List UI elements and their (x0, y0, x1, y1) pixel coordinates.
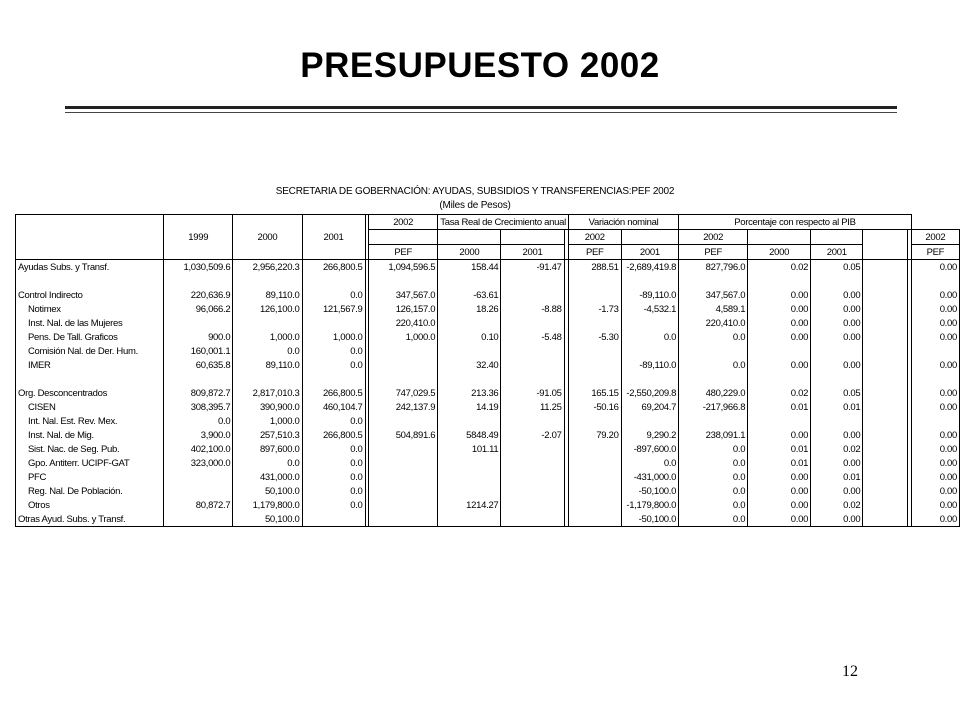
row-cell: 1214.27 (438, 498, 501, 512)
title-divider-thin (65, 112, 897, 113)
row-cell: 0.0 (302, 358, 365, 372)
row-cell (438, 512, 501, 527)
row-cell: 402,100.0 (164, 442, 233, 456)
row-cell (164, 274, 233, 288)
row-label (16, 274, 164, 288)
row-cell: 0.00 (748, 358, 811, 372)
table-row (16, 428, 960, 442)
row-cell: -91.05 (501, 386, 564, 400)
row-cell: 0.0 (679, 456, 748, 470)
row-cell: -50.16 (568, 400, 621, 414)
row-cell: 0.00 (911, 330, 959, 344)
row-cell: 504,891.6 (369, 428, 438, 442)
row-cell (501, 498, 564, 512)
header-pct-2001: 2001 (811, 245, 863, 260)
row-cell (748, 344, 811, 358)
row-cell: 0.0 (302, 344, 365, 358)
row-cell (438, 274, 501, 288)
row-label: Gpo. Antiterr. UCIPF-GAT (16, 456, 164, 470)
table-row (16, 470, 960, 484)
row-cell (438, 344, 501, 358)
row-cell: 0.0 (302, 498, 365, 512)
row-cell (501, 358, 564, 372)
row-cell: 80,872.7 (164, 498, 233, 512)
page-number: 12 (842, 663, 858, 680)
row-cell: 257,510.3 (233, 428, 302, 442)
header-pct-2002: 2002 (911, 230, 959, 245)
row-cell: 0.00 (748, 498, 811, 512)
row-cell (501, 484, 564, 498)
row-cell (369, 512, 438, 527)
row-label: CISEN (16, 400, 164, 414)
row-cell: 0.00 (811, 316, 863, 330)
row-cell: 1,000.0 (233, 330, 302, 344)
row-cell (568, 498, 621, 512)
row-cell (164, 470, 233, 484)
row-cell: 0.00 (911, 316, 959, 330)
table-body (16, 260, 960, 527)
row-cell: 4,589.1 (679, 302, 748, 316)
row-cell: -63.61 (438, 288, 501, 302)
row-cell: 0.00 (748, 316, 811, 330)
row-cell: 0.00 (811, 358, 863, 372)
table-row (16, 288, 960, 302)
row-cell (369, 274, 438, 288)
row-label: Otros (16, 498, 164, 512)
row-cell: 2,817,010.3 (233, 386, 302, 400)
row-cell (164, 512, 233, 527)
header-pct-2000: 2000 (748, 245, 811, 260)
row-cell (621, 344, 679, 358)
row-cell (501, 512, 564, 527)
row-cell: 0.00 (911, 442, 959, 456)
row-cell: 0.00 (748, 512, 811, 527)
row-cell (164, 484, 233, 498)
table-row (16, 484, 960, 498)
row-cell: 160,001.1 (164, 344, 233, 358)
row-cell (568, 484, 621, 498)
row-cell (568, 414, 621, 428)
title-divider (65, 106, 897, 109)
row-cell: -217,966.8 (679, 400, 748, 414)
budget-table (15, 214, 960, 527)
row-cell: 0.0 (164, 414, 233, 428)
row-cell: 266,800.5 (302, 428, 365, 442)
row-label: Otras Ayud. Subs. y Transf. (16, 512, 164, 527)
row-cell (679, 344, 748, 358)
row-cell (369, 498, 438, 512)
row-label: Reg. Nal. De Población. (16, 484, 164, 498)
row-cell (568, 372, 621, 386)
row-cell: 89,110.0 (233, 358, 302, 372)
header-2002: 2002 (369, 215, 438, 230)
row-cell: 2,956,220.3 (233, 260, 302, 275)
row-cell: 0.00 (811, 302, 863, 316)
row-cell: 0.00 (911, 358, 959, 372)
row-cell (568, 358, 621, 372)
row-cell (568, 274, 621, 288)
row-cell: 0.0 (679, 484, 748, 498)
row-cell: 480,229.0 (679, 386, 748, 400)
header-tasa-pef: PEF (568, 245, 621, 260)
table-header (16, 215, 960, 260)
row-cell (302, 274, 365, 288)
row-cell: -5.30 (568, 330, 621, 344)
row-cell (164, 372, 233, 386)
row-cell: 897,600.0 (233, 442, 302, 456)
row-cell: 242,137.9 (369, 400, 438, 414)
row-cell (369, 484, 438, 498)
row-cell: 1,094,596.5 (369, 260, 438, 275)
row-cell (501, 456, 564, 470)
table-title: SECRETARIA DE GOBERNACIÓN: AYUDAS, SUBSIDIOS Y TRANSFERENCIAS:PEF 2002 (275, 186, 675, 197)
row-cell (501, 316, 564, 330)
row-cell (911, 344, 959, 358)
row-cell: 165.15 (568, 386, 621, 400)
row-cell (568, 512, 621, 527)
row-cell: 0.00 (748, 302, 811, 316)
row-cell: -50,100.0 (621, 484, 679, 498)
row-cell: 5848.49 (438, 428, 501, 442)
header-2000: 2000 (233, 230, 302, 245)
row-cell: 0.10 (438, 330, 501, 344)
row-cell: 0.00 (911, 386, 959, 400)
row-cell: 0.01 (748, 400, 811, 414)
row-cell: 266,800.5 (302, 260, 365, 275)
header-tasa-2002: 2002 (568, 230, 621, 245)
row-cell: 0.01 (811, 470, 863, 484)
row-cell: 0.0 (302, 484, 365, 498)
row-cell: 1,030,509.6 (164, 260, 233, 275)
row-cell: -91.47 (501, 260, 564, 275)
row-cell: 1,000.0 (233, 414, 302, 428)
row-cell (621, 274, 679, 288)
row-cell: 0.00 (911, 456, 959, 470)
header-pef: PEF (369, 245, 438, 260)
row-cell (811, 372, 863, 386)
row-cell: 0.00 (911, 260, 959, 275)
header-1999: 1999 (164, 230, 233, 245)
row-cell: 0.00 (911, 400, 959, 414)
row-cell: -8.88 (501, 302, 564, 316)
row-cell: 0.00 (811, 512, 863, 527)
table-row (16, 386, 960, 400)
row-cell: 0.0 (621, 330, 679, 344)
table-row (16, 274, 960, 288)
header-var-2002: 2002 (679, 230, 748, 245)
row-cell: 0.0 (233, 344, 302, 358)
table-row (16, 330, 960, 344)
row-cell: 0.00 (811, 288, 863, 302)
table-row (16, 302, 960, 316)
row-cell (568, 344, 621, 358)
row-label: Ayudas Subs. y Transf. (16, 260, 164, 275)
row-cell: 0.00 (811, 484, 863, 498)
header-variacion-nominal: Variación nominal (568, 215, 678, 230)
row-cell: -4,532.1 (621, 302, 679, 316)
row-cell: 0.02 (748, 260, 811, 275)
row-cell (621, 316, 679, 330)
row-cell: 60,635.8 (164, 358, 233, 372)
table-row (16, 512, 960, 527)
row-cell: 1,000.0 (302, 330, 365, 344)
row-cell: 0.00 (911, 484, 959, 498)
row-cell: 347,567.0 (679, 288, 748, 302)
row-cell (501, 372, 564, 386)
row-cell: 0.02 (811, 442, 863, 456)
row-cell (438, 456, 501, 470)
row-cell: 220,410.0 (369, 316, 438, 330)
header-pct-pef: PEF (911, 245, 959, 260)
row-label: PFC (16, 470, 164, 484)
row-cell: 0.05 (811, 386, 863, 400)
header-2001: 2001 (302, 230, 365, 245)
row-cell: 14.19 (438, 400, 501, 414)
row-cell (748, 274, 811, 288)
row-cell: 79.20 (568, 428, 621, 442)
row-cell (438, 470, 501, 484)
row-cell (501, 442, 564, 456)
row-cell: 0.0 (302, 414, 365, 428)
row-label: Pens. De Tall. Graficos (16, 330, 164, 344)
row-cell (164, 316, 233, 330)
row-cell (369, 470, 438, 484)
row-cell: -897,600.0 (621, 442, 679, 456)
row-cell (233, 274, 302, 288)
row-cell: 0.0 (302, 288, 365, 302)
table-row (16, 400, 960, 414)
row-cell (302, 316, 365, 330)
table-row (16, 344, 960, 358)
row-cell: 220,410.0 (679, 316, 748, 330)
row-cell (501, 274, 564, 288)
table-row (16, 372, 960, 386)
table-row (16, 498, 960, 512)
row-label: Org. Desconcentrados (16, 386, 164, 400)
table-row (16, 260, 960, 275)
row-cell: 220,636.9 (164, 288, 233, 302)
row-cell: 0.0 (679, 498, 748, 512)
row-cell (621, 372, 679, 386)
row-cell: 126,157.0 (369, 302, 438, 316)
row-cell: 0.0 (302, 442, 365, 456)
row-cell (233, 372, 302, 386)
row-cell: 0.0 (679, 442, 748, 456)
row-cell: 0.00 (748, 428, 811, 442)
row-cell (568, 470, 621, 484)
row-cell (679, 414, 748, 428)
row-cell (621, 414, 679, 428)
row-cell (438, 316, 501, 330)
row-cell: 0.0 (302, 470, 365, 484)
row-cell: 0.00 (748, 484, 811, 498)
row-cell: 9,290.2 (621, 428, 679, 442)
row-cell: -89,110.0 (621, 288, 679, 302)
row-cell (302, 512, 365, 527)
row-cell: 3,900.0 (164, 428, 233, 442)
header-blank (16, 215, 164, 230)
row-cell: 101.11 (438, 442, 501, 456)
row-cell: 121,567.9 (302, 302, 365, 316)
row-cell (438, 372, 501, 386)
row-cell: 1,000.0 (369, 330, 438, 344)
row-cell (811, 274, 863, 288)
header-var-2001: 2001 (621, 245, 679, 260)
row-cell (911, 372, 959, 386)
row-cell (438, 484, 501, 498)
row-cell: -1,179,800.0 (621, 498, 679, 512)
header-tasa-real: Tasa Real de Crecimiento anual (438, 215, 569, 230)
row-cell (369, 456, 438, 470)
row-label: Sist. Nac. de Seg. Pub. (16, 442, 164, 456)
row-cell (501, 288, 564, 302)
row-cell: 431,000.0 (233, 470, 302, 484)
row-cell: 0.00 (811, 428, 863, 442)
row-cell: 747,029.5 (369, 386, 438, 400)
row-cell: 288.51 (568, 260, 621, 275)
row-cell: 0.00 (748, 470, 811, 484)
row-cell: -2,550,209.8 (621, 386, 679, 400)
row-cell (369, 372, 438, 386)
row-cell (568, 288, 621, 302)
row-cell (369, 442, 438, 456)
row-cell (501, 414, 564, 428)
row-cell: 0.0 (679, 470, 748, 484)
row-cell: 126,100.0 (233, 302, 302, 316)
row-cell (811, 344, 863, 358)
row-cell: 460,104.7 (302, 400, 365, 414)
row-cell: 0.02 (811, 498, 863, 512)
row-cell (811, 414, 863, 428)
row-cell: 0.00 (911, 470, 959, 484)
row-cell: 0.0 (679, 512, 748, 527)
row-cell: 0.00 (811, 330, 863, 344)
row-cell: -1.73 (568, 302, 621, 316)
row-cell (679, 372, 748, 386)
row-cell: -89,110.0 (621, 358, 679, 372)
row-cell (568, 316, 621, 330)
row-label: Int. Nal. Est. Rev. Mex. (16, 414, 164, 428)
row-cell (911, 414, 959, 428)
row-cell: -2,689,419.8 (621, 260, 679, 275)
header-var-pef: PEF (679, 245, 748, 260)
row-cell: 50,100.0 (233, 484, 302, 498)
row-label: Inst. Nal. de las Mujeres (16, 316, 164, 330)
row-cell: 0.01 (748, 442, 811, 456)
row-cell: -50,100.0 (621, 512, 679, 527)
row-cell (748, 414, 811, 428)
row-cell (568, 442, 621, 456)
row-cell: 0.05 (811, 260, 863, 275)
row-cell: 0.00 (748, 288, 811, 302)
row-cell: 347,567.0 (369, 288, 438, 302)
row-cell: 900.0 (164, 330, 233, 344)
row-cell: 266,800.5 (302, 386, 365, 400)
row-cell: 809,872.7 (164, 386, 233, 400)
row-cell: 308,395.7 (164, 400, 233, 414)
row-cell: 0.02 (748, 386, 811, 400)
row-cell (679, 274, 748, 288)
row-cell: 0.00 (748, 330, 811, 344)
table-row (16, 316, 960, 330)
row-cell: 238,091.1 (679, 428, 748, 442)
row-cell (748, 372, 811, 386)
row-cell: 0.00 (911, 498, 959, 512)
row-cell: 0.00 (911, 512, 959, 527)
row-cell: 69,204.7 (621, 400, 679, 414)
row-label: IMER (16, 358, 164, 372)
row-cell (369, 344, 438, 358)
row-cell: 18.26 (438, 302, 501, 316)
table-row (16, 442, 960, 456)
row-cell (501, 344, 564, 358)
row-cell (369, 414, 438, 428)
row-cell: -2.07 (501, 428, 564, 442)
row-cell: 213.36 (438, 386, 501, 400)
row-cell: 0.0 (679, 330, 748, 344)
row-cell: 50,100.0 (233, 512, 302, 527)
table-row (16, 414, 960, 428)
row-cell (568, 456, 621, 470)
row-cell (911, 274, 959, 288)
row-cell: 0.0 (302, 456, 365, 470)
row-cell: 96,066.2 (164, 302, 233, 316)
row-cell (438, 414, 501, 428)
page-title: PRESUPUESTO 2002 (300, 46, 660, 85)
row-label: Inst. Nal. de Mig. (16, 428, 164, 442)
row-cell: 0.00 (911, 288, 959, 302)
header-tasa-2000: 2000 (438, 245, 501, 260)
row-cell: 390,900.0 (233, 400, 302, 414)
row-cell: 0.00 (811, 456, 863, 470)
row-cell: 0.0 (233, 456, 302, 470)
row-cell: 158.44 (438, 260, 501, 275)
row-cell: 0.00 (911, 428, 959, 442)
row-cell: -5.48 (501, 330, 564, 344)
header-porcentaje-pib: Porcentaje con respecto al PIB (679, 215, 912, 230)
row-cell: 32.40 (438, 358, 501, 372)
table-row (16, 358, 960, 372)
row-cell (369, 358, 438, 372)
row-label: Comisión Nal. de Der. Hum. (16, 344, 164, 358)
row-cell: 0.01 (811, 400, 863, 414)
row-label (16, 372, 164, 386)
row-cell: 89,110.0 (233, 288, 302, 302)
table-row (16, 456, 960, 470)
row-cell: 1,179,800.0 (233, 498, 302, 512)
row-label: Control Indirecto (16, 288, 164, 302)
row-cell: -431,000.0 (621, 470, 679, 484)
row-cell: 0.0 (621, 456, 679, 470)
row-cell: 11.25 (501, 400, 564, 414)
row-cell: 827,796.0 (679, 260, 748, 275)
row-cell: 323,000.0 (164, 456, 233, 470)
row-cell: 0.00 (911, 302, 959, 316)
row-cell: 0.01 (748, 456, 811, 470)
table-subtitle: (Miles de Pesos) (439, 200, 511, 211)
row-cell (501, 470, 564, 484)
row-cell (233, 316, 302, 330)
header-tasa-2001: 2001 (501, 245, 564, 260)
row-label: Notimex (16, 302, 164, 316)
row-cell (302, 372, 365, 386)
row-cell: 0.0 (679, 358, 748, 372)
